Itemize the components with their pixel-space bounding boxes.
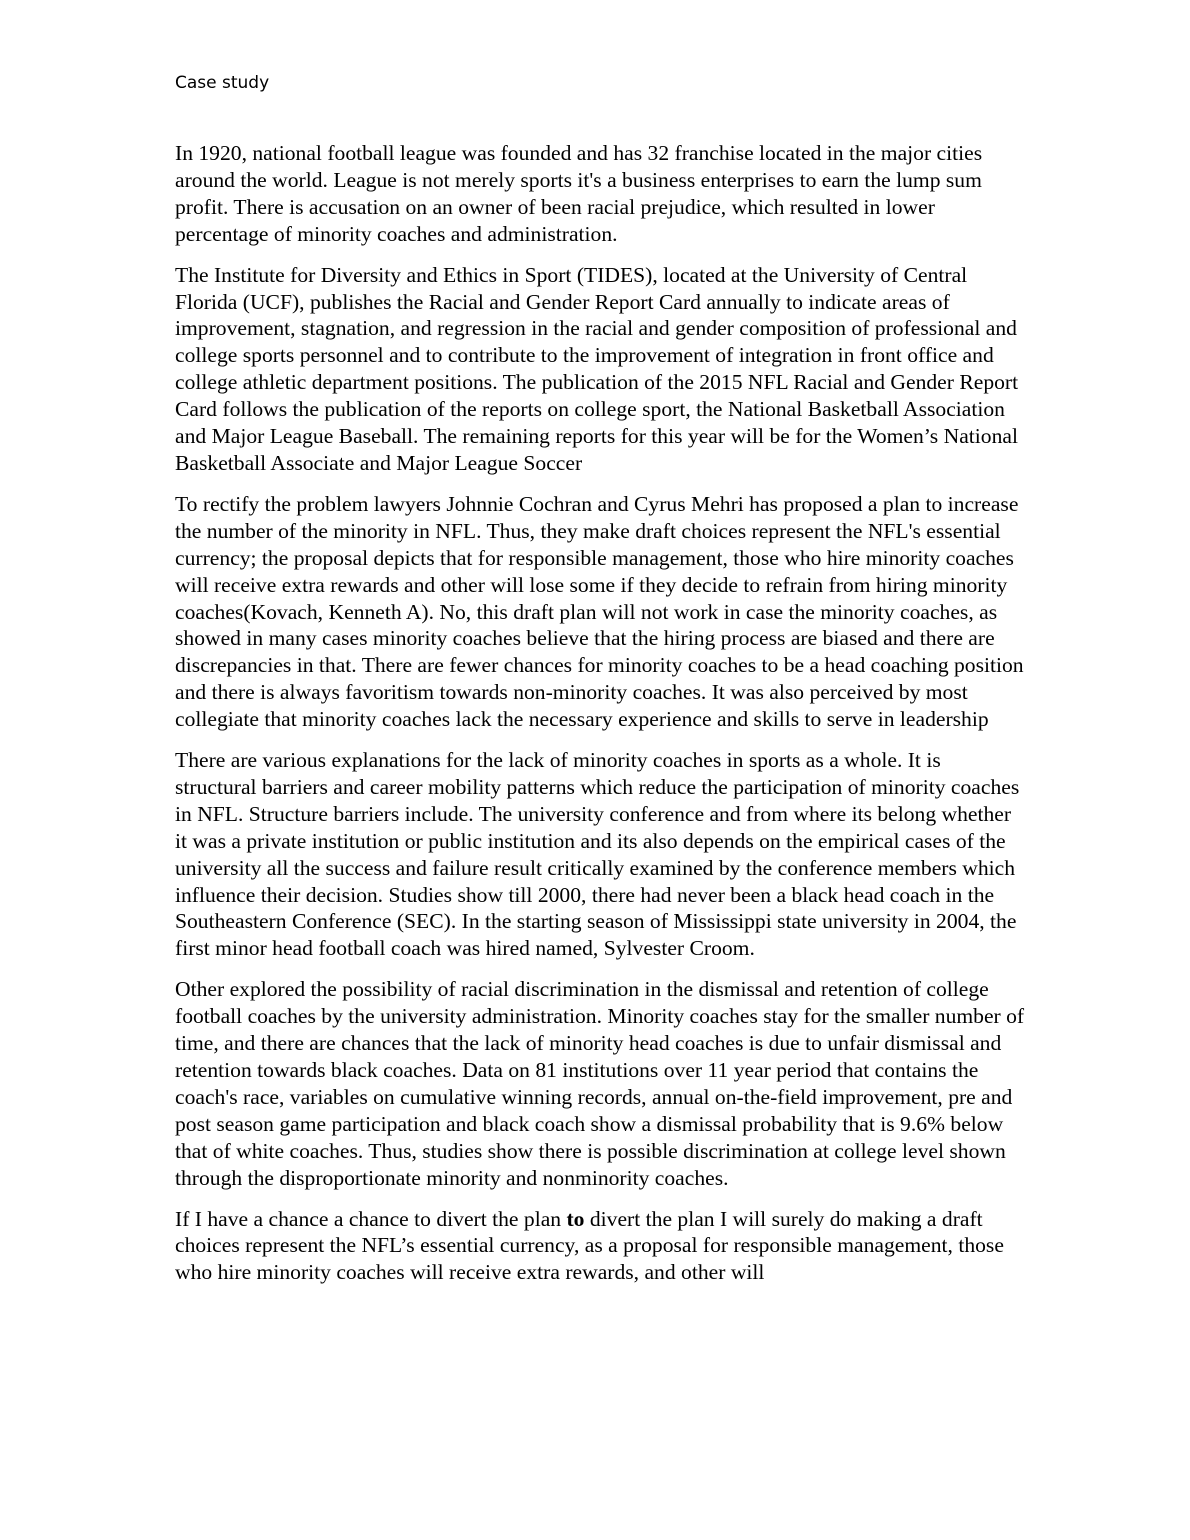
page-header: Case study [175,73,270,93]
paragraph-6-start: If I have a chance a chance to divert the plan [175,1206,567,1231]
paragraph-1: In 1920, national football league was founded and has 32 franchise located in the major cities around the world. League is not merely sports it's a business enterprises to earn the lump sum profit. There is accusation on an owner of been racial prejudice, which resulted in lower percentage of minority coaches and administration. [175,141,983,246]
paragraph-5: Other explored the possibility of racial discrimination in the dismissal and retention of college football coaches by the university administration. Minority coaches stay for the smaller number of time, and there are chances that the lack of minority head coaches is due to unfair dismissal and retention towards black coaches. Data on 81 institutions over 11 year period that contains the coach's race, variables on cumulative winning records, annual on-the-field improvement, pre and post season game participation and black coach show a dismissal probability that is 9.6% below that of white coaches. Thus, studies show there is possible discrimination at college level shown through the disproportionate minority and nonminority coaches. [175,977,1025,1190]
document-body [175,140,1025,1300]
paragraph-6-end: divert the plan I will surely do making a draft choices represent the NFL’s essential currency, as a proposal for responsible management, those who hire minority coaches will receive extra rewards, and other will [175,1206,1004,1285]
paragraph-6-bold-word: to [566,1206,585,1231]
paragraph-6 [175,1206,1025,1287]
paragraph-4: There are various explanations for the lack of minority coaches in sports as a whole. It is structural barriers and career mobility patterns which reduce the participation of minority coaches in NFL. Structure barriers include. The university conference and from where its belong whether it was a private institution or public institution and its also depends on the empirical cases of the university all the success and failure result critically examined by the conference members which influence their decision. Studies show till 2000, there had never been a black head coach in the Southeastern Conference (SEC). In the starting season of Mississippi state university in 2004, the first minor head football coach was hired named, Sylvester Croom. [175,748,1020,961]
paragraph-3: To rectify the problem lawyers Johnnie Cochran and Cyrus Mehri has proposed a plan to increase the number of the minority in NFL. Thus, they make draft choices represent the NFL's essential currency; the proposal depicts that for responsible management, those who hire minority coaches will receive extra rewards and other will lose some if they decide to refrain from hiring minority coaches(Kovach, Kenneth A). No, this draft plan will not work in case the minority coaches, as showed in many cases minority coaches believe that the hiring process are biased and there are discrepancies in that. There are fewer chances for minority coaches to be a head coaching position and there is always favoritism towards non-minority coaches. It was also perceived by most collegiate that minority coaches lack the necessary experience and skills to serve in leadership [175,491,1024,732]
paragraph-2: The Institute for Diversity and Ethics in Sport (TIDES), located at the University of Central Florida (UCF), publishes the Racial and Gender Report Card annually to indicate areas of improvement, stagnation, and regression in the racial and gender composition of professional and college sports personnel and to contribute to the improvement of integration in front office and college athletic department positions. The publication of the 2015 NFL Racial and Gender Report Card follows the publication of the reports on college sport, the National Basketball Association and Major League Baseball. The remaining reports for this year will be for the Women’s National Basketball Associate and Major League Soccer [175,262,1019,475]
